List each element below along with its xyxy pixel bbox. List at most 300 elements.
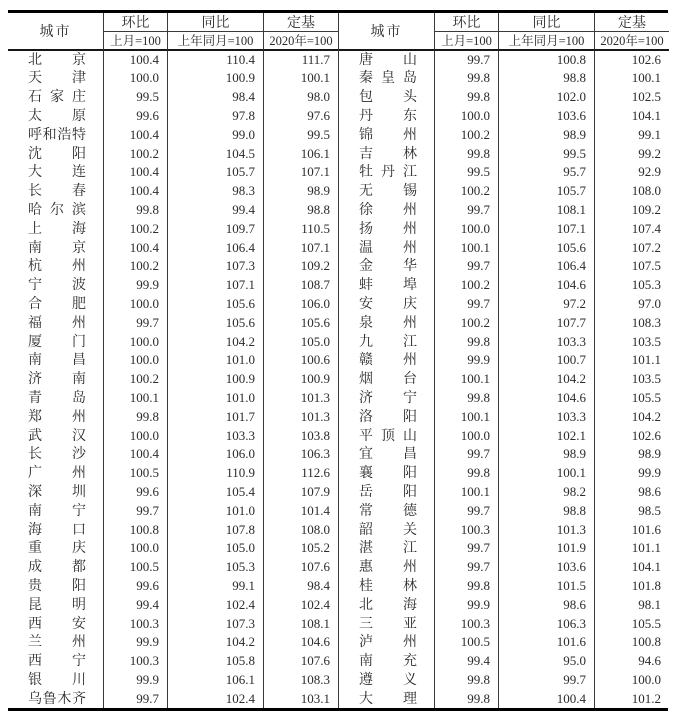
value-cell: 101.3 [498, 521, 594, 540]
city-name: 南宁 [28, 503, 86, 519]
city-name: 厦门 [28, 334, 86, 350]
city-cell [8, 107, 103, 126]
city-name: 南昌 [28, 353, 86, 369]
value-cell: 100.1 [594, 69, 669, 88]
value-cell: 104.6 [498, 389, 594, 408]
value-cell: 98.5 [594, 502, 669, 521]
city-cell [339, 633, 434, 652]
value-cell: 99.5 [498, 145, 594, 164]
value-cell: 110.5 [263, 220, 338, 239]
city-name: 三亚 [359, 616, 417, 632]
city-cell [339, 521, 434, 540]
value-cell: 99.7 [498, 671, 594, 690]
value-cell: 104.6 [498, 276, 594, 295]
city-name: 金华 [359, 259, 417, 275]
city-name: 武汉 [28, 428, 86, 444]
value-cell: 102.5 [594, 88, 669, 107]
value-cell: 95.0 [498, 652, 594, 671]
value-cell: 111.7 [263, 51, 338, 70]
city-cell [339, 671, 434, 690]
value-cell: 99.1 [167, 577, 263, 596]
value-cell: 99.6 [103, 577, 167, 596]
city-name: 包头 [359, 90, 417, 106]
value-cell: 108.1 [263, 615, 338, 634]
value-cell: 99.5 [434, 163, 498, 182]
value-cell: 107.1 [498, 220, 594, 239]
value-cell: 98.0 [263, 88, 338, 107]
value-cell: 100.1 [434, 370, 498, 389]
value-cell: 98.2 [498, 483, 594, 502]
value-cell: 101.7 [167, 408, 263, 427]
value-cell: 101.5 [498, 577, 594, 596]
value-cell: 100.0 [103, 427, 167, 446]
city-cell [8, 690, 103, 709]
city-name: 蚌埠 [359, 278, 417, 294]
city-cell [8, 351, 103, 370]
value-cell: 102.1 [498, 427, 594, 446]
value-cell: 99.7 [434, 445, 498, 464]
value-cell: 99.9 [434, 596, 498, 615]
value-cell: 100.4 [103, 239, 167, 258]
table-right-half [338, 13, 669, 708]
value-cell: 99.7 [434, 201, 498, 220]
value-cell: 107.7 [498, 314, 594, 333]
value-cell: 99.7 [103, 314, 167, 333]
header-yoy-label: 同比 [167, 13, 263, 32]
value-cell: 102.0 [498, 88, 594, 107]
value-cell: 105.0 [167, 539, 263, 558]
value-cell: 101.2 [594, 690, 669, 709]
value-cell: 110.4 [167, 51, 263, 70]
value-cell: 105.3 [594, 276, 669, 295]
value-cell: 101.6 [498, 633, 594, 652]
city-name: 西安 [28, 616, 86, 632]
value-cell: 100.3 [434, 521, 498, 540]
value-cell: 99.4 [167, 201, 263, 220]
value-cell: 100.3 [103, 652, 167, 671]
city-cell [339, 558, 434, 577]
value-cell: 98.9 [498, 445, 594, 464]
value-cell: 99.0 [167, 126, 263, 145]
city-cell [8, 69, 103, 88]
value-cell: 100.2 [434, 276, 498, 295]
city-cell [8, 671, 103, 690]
city-cell [8, 652, 103, 671]
value-cell: 103.3 [167, 427, 263, 446]
value-cell: 99.7 [434, 257, 498, 276]
city-cell [8, 596, 103, 615]
value-cell: 105.5 [594, 615, 669, 634]
value-cell: 100.2 [434, 126, 498, 145]
city-name: 平顶山 [359, 428, 417, 444]
value-cell: 102.6 [594, 427, 669, 446]
city-name: 长春 [28, 184, 86, 200]
city-name: 扬州 [359, 221, 417, 237]
header-base-label: 定基 [263, 13, 338, 32]
value-cell: 110.9 [167, 464, 263, 483]
value-cell: 100.8 [594, 633, 669, 652]
value-cell: 100.9 [167, 370, 263, 389]
header-yoy-sub: 上年同月=100 [498, 32, 594, 51]
value-cell: 107.4 [594, 220, 669, 239]
value-cell: 106.3 [498, 615, 594, 634]
value-cell: 97.0 [594, 295, 669, 314]
value-cell: 98.1 [594, 596, 669, 615]
value-cell: 106.3 [263, 445, 338, 464]
header-city-label: 城市 [339, 13, 434, 51]
city-name: 宜昌 [359, 447, 417, 463]
city-name: 无锡 [359, 184, 417, 200]
value-cell: 99.5 [263, 126, 338, 145]
city-cell [339, 314, 434, 333]
value-cell: 104.6 [263, 633, 338, 652]
value-cell: 107.8 [167, 521, 263, 540]
city-name: 深圳 [28, 484, 86, 500]
city-cell [339, 88, 434, 107]
value-cell: 108.0 [263, 521, 338, 540]
value-cell: 100.8 [103, 521, 167, 540]
city-name: 天津 [28, 71, 86, 87]
value-cell: 100.4 [103, 126, 167, 145]
value-cell: 101.0 [167, 502, 263, 521]
table-left-half [8, 13, 338, 708]
value-cell: 105.4 [167, 483, 263, 502]
value-cell: 99.6 [103, 483, 167, 502]
value-cell: 100.0 [434, 107, 498, 126]
city-cell [339, 483, 434, 502]
value-cell: 100.3 [434, 615, 498, 634]
city-name: 合肥 [28, 296, 86, 312]
value-cell: 105.5 [594, 389, 669, 408]
city-cell [339, 502, 434, 521]
city-cell [8, 88, 103, 107]
city-cell [8, 370, 103, 389]
city-cell [339, 145, 434, 164]
city-cell [339, 220, 434, 239]
value-cell: 99.4 [103, 596, 167, 615]
value-cell: 99.7 [103, 502, 167, 521]
value-cell: 99.7 [103, 690, 167, 709]
value-cell: 92.9 [594, 163, 669, 182]
city-cell [339, 257, 434, 276]
value-cell: 99.9 [434, 351, 498, 370]
city-name: 哈尔滨 [28, 202, 86, 218]
value-cell: 103.6 [498, 107, 594, 126]
value-cell: 99.8 [434, 389, 498, 408]
value-cell: 100.2 [103, 370, 167, 389]
city-cell [339, 333, 434, 352]
city-name: 大理 [359, 691, 417, 707]
value-cell: 99.8 [434, 333, 498, 352]
city-cell [8, 126, 103, 145]
value-cell: 100.1 [434, 483, 498, 502]
city-price-index-table [8, 10, 668, 711]
value-cell: 100.0 [103, 539, 167, 558]
value-cell: 98.3 [167, 182, 263, 201]
value-cell: 105.6 [498, 239, 594, 258]
value-cell: 100.4 [103, 182, 167, 201]
value-cell: 99.6 [103, 107, 167, 126]
value-cell: 103.3 [498, 408, 594, 427]
value-cell: 107.2 [594, 239, 669, 258]
value-cell: 100.8 [498, 51, 594, 70]
value-cell: 103.5 [594, 370, 669, 389]
value-cell: 99.1 [594, 126, 669, 145]
city-cell [8, 201, 103, 220]
value-cell: 104.5 [167, 145, 263, 164]
city-cell [339, 182, 434, 201]
city-name: 湛江 [359, 541, 417, 557]
city-name: 惠州 [359, 560, 417, 576]
value-cell: 101.3 [263, 408, 338, 427]
value-cell: 100.0 [434, 427, 498, 446]
value-cell: 103.8 [263, 427, 338, 446]
value-cell: 100.2 [103, 220, 167, 239]
city-cell [8, 276, 103, 295]
value-cell: 99.8 [434, 69, 498, 88]
city-cell [339, 69, 434, 88]
city-cell [8, 464, 103, 483]
value-cell: 101.8 [594, 577, 669, 596]
value-cell: 102.4 [167, 690, 263, 709]
value-cell: 102.6 [594, 51, 669, 70]
value-cell: 98.9 [594, 445, 669, 464]
value-cell: 101.9 [498, 539, 594, 558]
city-name: 烟台 [359, 372, 417, 388]
value-cell: 102.4 [167, 596, 263, 615]
city-name: 长沙 [28, 447, 86, 463]
city-cell [339, 596, 434, 615]
value-cell: 100.0 [103, 69, 167, 88]
header-base-label: 定基 [594, 13, 669, 32]
value-cell: 101.3 [263, 389, 338, 408]
value-cell: 107.6 [263, 652, 338, 671]
value-cell: 100.2 [103, 145, 167, 164]
city-cell [8, 577, 103, 596]
city-cell [8, 521, 103, 540]
city-cell [339, 295, 434, 314]
city-cell [8, 389, 103, 408]
city-cell [339, 201, 434, 220]
value-cell: 99.8 [434, 690, 498, 709]
value-cell: 99.8 [434, 464, 498, 483]
city-name: 沈阳 [28, 146, 86, 162]
city-cell [8, 314, 103, 333]
value-cell: 100.0 [434, 220, 498, 239]
value-cell: 105.8 [167, 652, 263, 671]
city-cell [339, 539, 434, 558]
value-cell: 101.0 [167, 351, 263, 370]
value-cell: 99.7 [434, 295, 498, 314]
city-cell [339, 163, 434, 182]
value-cell: 99.7 [434, 51, 498, 70]
city-name: 济南 [28, 372, 86, 388]
value-cell: 107.3 [167, 257, 263, 276]
city-name: 丹东 [359, 108, 417, 124]
value-cell: 99.8 [434, 88, 498, 107]
city-cell [8, 182, 103, 201]
value-cell: 108.7 [263, 276, 338, 295]
value-cell: 100.1 [434, 239, 498, 258]
value-cell: 99.7 [434, 502, 498, 521]
value-cell: 99.8 [434, 671, 498, 690]
value-cell: 105.6 [167, 295, 263, 314]
city-cell [339, 652, 434, 671]
city-name: 洛阳 [359, 409, 417, 425]
value-cell: 106.4 [498, 257, 594, 276]
city-name: 襄阳 [359, 466, 417, 482]
value-cell: 104.1 [594, 107, 669, 126]
value-cell: 97.2 [498, 295, 594, 314]
city-cell [8, 145, 103, 164]
header-yoy-label: 同比 [498, 13, 594, 32]
header-mom-label: 环比 [434, 13, 498, 32]
value-cell: 100.0 [103, 295, 167, 314]
value-cell: 105.0 [263, 333, 338, 352]
city-cell [8, 539, 103, 558]
city-cell [8, 633, 103, 652]
value-cell: 95.7 [498, 163, 594, 182]
value-cell: 100.4 [103, 445, 167, 464]
value-cell: 100.7 [498, 351, 594, 370]
value-cell: 100.1 [434, 408, 498, 427]
value-cell: 108.1 [498, 201, 594, 220]
value-cell: 108.3 [594, 314, 669, 333]
value-cell: 100.4 [103, 163, 167, 182]
value-cell: 98.6 [498, 596, 594, 615]
value-cell: 109.7 [167, 220, 263, 239]
value-cell: 100.0 [594, 671, 669, 690]
city-name: 太原 [28, 108, 86, 124]
value-cell: 99.9 [103, 633, 167, 652]
value-cell: 107.6 [263, 558, 338, 577]
value-cell: 112.6 [263, 464, 338, 483]
value-cell: 103.5 [594, 333, 669, 352]
value-cell: 107.5 [594, 257, 669, 276]
city-cell [8, 427, 103, 446]
city-name: 泉州 [359, 315, 417, 331]
value-cell: 105.7 [167, 163, 263, 182]
value-cell: 99.9 [103, 671, 167, 690]
value-cell: 97.8 [167, 107, 263, 126]
value-cell: 105.2 [263, 539, 338, 558]
city-name: 韶关 [359, 522, 417, 538]
value-cell: 100.9 [167, 69, 263, 88]
header-mom-sub: 上月=100 [103, 32, 167, 51]
city-cell [339, 239, 434, 258]
city-name: 锦州 [359, 127, 417, 143]
city-name: 常德 [359, 503, 417, 519]
city-name: 徐州 [359, 202, 417, 218]
city-name: 遵义 [359, 672, 417, 688]
value-cell: 100.1 [263, 69, 338, 88]
value-cell: 99.7 [434, 539, 498, 558]
city-name: 上海 [28, 221, 86, 237]
value-cell: 100.9 [263, 370, 338, 389]
city-cell [8, 295, 103, 314]
city-name: 石家庄 [28, 90, 86, 106]
value-cell: 106.0 [263, 295, 338, 314]
value-cell: 99.8 [103, 408, 167, 427]
value-cell: 100.2 [434, 314, 498, 333]
header-city-label: 城市 [8, 13, 103, 51]
city-cell [339, 389, 434, 408]
city-name: 青岛 [28, 390, 86, 406]
value-cell: 108.3 [263, 671, 338, 690]
value-cell: 98.8 [498, 69, 594, 88]
value-cell: 104.1 [594, 558, 669, 577]
value-cell: 101.1 [594, 539, 669, 558]
city-cell [339, 464, 434, 483]
value-cell: 99.7 [434, 558, 498, 577]
value-cell: 103.6 [498, 558, 594, 577]
value-cell: 104.2 [594, 408, 669, 427]
city-cell [8, 163, 103, 182]
value-cell: 107.1 [263, 163, 338, 182]
city-cell [339, 107, 434, 126]
value-cell: 97.6 [263, 107, 338, 126]
value-cell: 107.3 [167, 615, 263, 634]
value-cell: 106.0 [167, 445, 263, 464]
city-cell [8, 51, 103, 70]
city-cell [339, 370, 434, 389]
value-cell: 99.9 [103, 276, 167, 295]
city-name: 牡丹江 [359, 165, 417, 181]
city-cell [8, 408, 103, 427]
value-cell: 98.8 [263, 201, 338, 220]
value-cell: 101.0 [167, 389, 263, 408]
city-name: 宁波 [28, 278, 86, 294]
value-cell: 105.6 [263, 314, 338, 333]
value-cell: 98.4 [167, 88, 263, 107]
value-cell: 105.7 [498, 182, 594, 201]
city-name: 杭州 [28, 259, 86, 275]
value-cell: 100.5 [434, 633, 498, 652]
city-name: 桂林 [359, 578, 417, 594]
value-cell: 98.4 [263, 577, 338, 596]
value-cell: 100.2 [434, 182, 498, 201]
city-name: 福州 [28, 315, 86, 331]
city-cell [339, 427, 434, 446]
city-name: 南京 [28, 240, 86, 256]
city-cell [8, 558, 103, 577]
value-cell: 107.9 [263, 483, 338, 502]
city-name: 成都 [28, 560, 86, 576]
city-name: 北海 [359, 597, 417, 613]
city-name: 安庆 [359, 296, 417, 312]
value-cell: 102.4 [263, 596, 338, 615]
value-cell: 99.4 [434, 652, 498, 671]
city-name: 乌鲁木齐 [28, 691, 86, 707]
value-cell: 98.9 [498, 126, 594, 145]
value-cell: 100.4 [498, 690, 594, 709]
value-cell: 98.8 [498, 502, 594, 521]
city-name: 岳阳 [359, 484, 417, 500]
value-cell: 94.6 [594, 652, 669, 671]
city-name: 广州 [28, 466, 86, 482]
city-name: 重庆 [28, 541, 86, 557]
value-cell: 100.5 [103, 464, 167, 483]
city-cell [339, 351, 434, 370]
value-cell: 99.5 [103, 88, 167, 107]
value-cell: 103.3 [498, 333, 594, 352]
city-cell [8, 333, 103, 352]
city-name: 大连 [28, 165, 86, 181]
value-cell: 107.1 [167, 276, 263, 295]
value-cell: 106.1 [263, 145, 338, 164]
city-name: 唐山 [359, 52, 417, 68]
value-cell: 100.4 [103, 51, 167, 70]
